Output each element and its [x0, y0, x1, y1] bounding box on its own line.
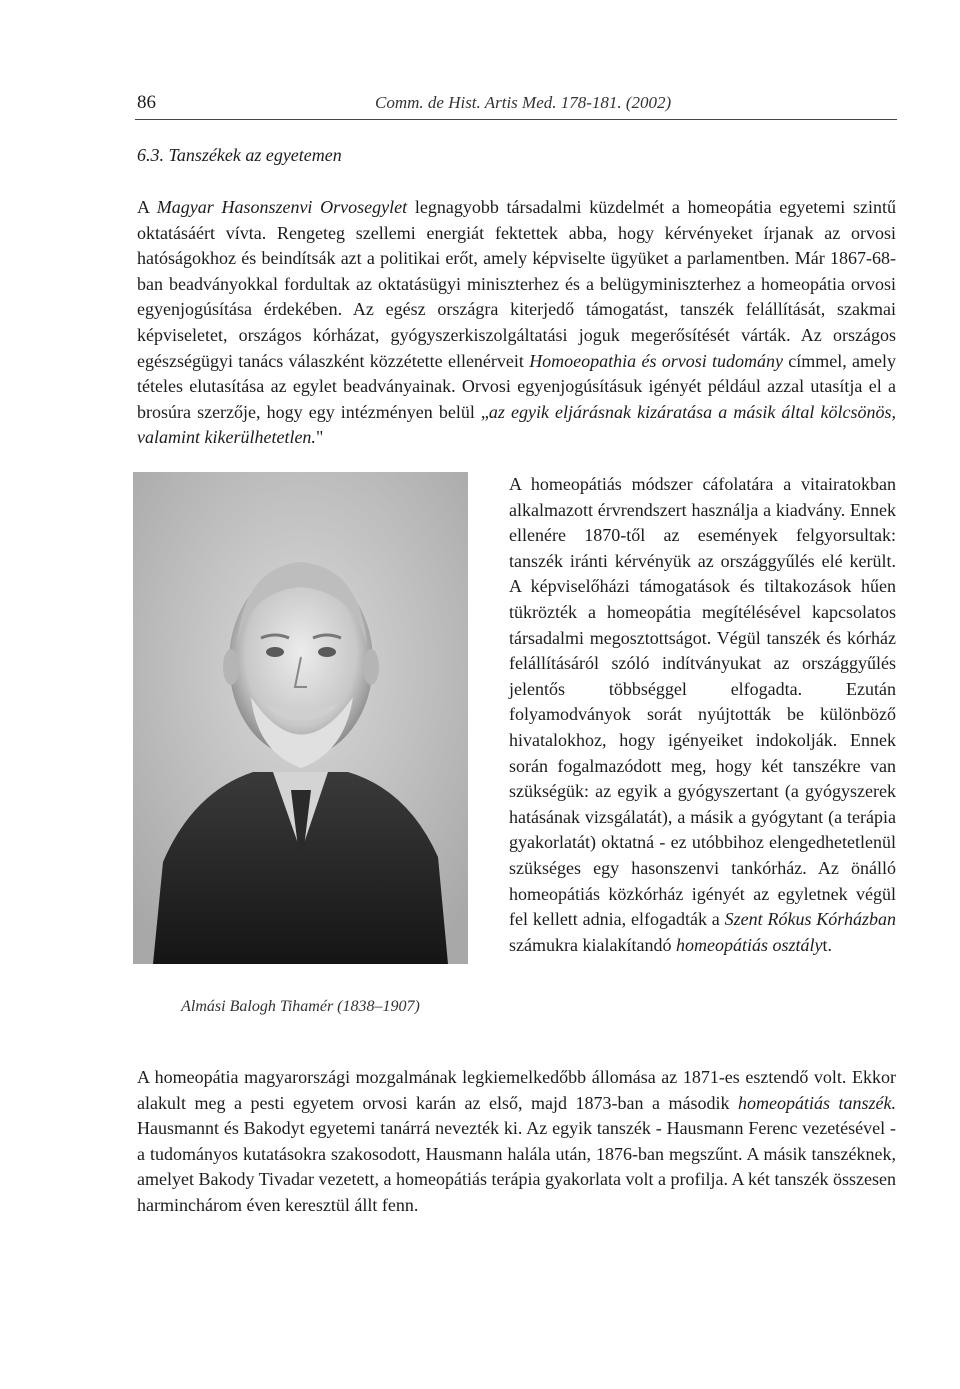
- italic-run: Szent Rókus Kórházban: [724, 909, 896, 930]
- text-run: A: [137, 197, 157, 217]
- section-title: 6.3. Tanszékek az egyetemen: [137, 145, 342, 165]
- paragraph-intro: [137, 195, 896, 451]
- column-paragraph: [509, 472, 896, 958]
- portrait-image: [133, 472, 468, 964]
- journal-citation: Comm. de Hist. Artis Med. 178-181. (2002): [375, 93, 672, 112]
- text-run: számukra kialakítandó: [509, 934, 676, 955]
- italic-run: homeopátiás tanszék.: [738, 1092, 896, 1113]
- text-run: címmel, amely tételes elutasítása az egylet beadványainak. Orvosi egyenjogúsításuk igényét például azzal utasítja el a brosúra szerzője, hogy egy intézményen belül „: [137, 350, 896, 422]
- text-run: Hausmannt és Bakodyt egyetemi tanárrá nevezték ki. Az egyik tanszék - Hausmann Ferenc vezetésével - a tudományos kutatásokra szakosodott, Hausmann halála után, 1876-ban megszűnt. A másik tanszéknek, amelyet Bakody Tivadar vezetett, a homeopátiás terápia gyakorlata volt a profilja. A két tanszék összesen harminchárom éven keresztül állt fenn.: [137, 1118, 896, 1215]
- text-run: ": [315, 427, 324, 448]
- text-run: A homeopátia magyarországi mozgalmának legkiemelkedőbb állomása az 1871-es esztendő volt. Ekkor alakult meg a pesti egyetem orvosi karán az első, majd 1873-ban a második: [137, 1067, 896, 1113]
- italic-run: homeopátiás osztály: [675, 934, 823, 955]
- page-number: 86: [137, 92, 156, 113]
- header-rule: [135, 119, 897, 120]
- text-run: legnagyobb társadalmi küzdelmét a homeopátia egyetemi szintű oktatásáért vívta. Rengeteg szellemi energiát fektettek abba, hogy kérvényeket írjanak az orvosi hatóságokhoz és beindítsák azt a politikai erőt, amely képviselte ügyüket a parlamentben. Már 1867-68-ban beadványokkal fordultak az oktatásügyi miniszterhez és a belügyminiszterhez a homeopátia orvosi egyenjogúsítása érdekében. Az egész országra kiterjedő támogatást, tanszék felállítását, szakmai képviseletet, országos kórházat, gyógyszerkiszolgáltatási joguk megerősítését várták. Az országos egészségügyi tanács válaszként közzétette ellenérveit: [137, 197, 896, 371]
- text-run: A homeopátiás módszer cáfolatára a vitairatokban alkalmazott érvrendszert használja a kiadvány. Ennek ellenére 1870-től az események felgyorsultak: tanszék iránti kérvényük az országgyűlés elé került. A képviselőházi támogatások és tiltakozások hűen tükrözték a homeopátia megítélésével kapcsolatos társadalmi megosztottságot. Végül tanszék és kórház felállításáról szóló indítványukat az országgyűlés jelentős többséggel elfogadta. Ezután folyamodványok sorát nyújtották be különböző hivatalokhoz, hogy igényeiket indokolják. Ennek során fogalmazódott meg, hogy két tanszékre van szükségük: az egyik a gyógyszertant (a gyógyszerek hatásának vizsgálatát), a másik a gyógytant (a terápia gyakorlatát) oktatná - ez utóbbihoz elengedhetetlenül szükséges egy hasonszenvi tankórház. Az önálló homeopátiás közkórház igényét az egyletnek végül fel kellett adnia, elfogadták a: [509, 474, 896, 930]
- paragraph-tanszek: [137, 1065, 896, 1219]
- text-run: t.: [822, 934, 832, 955]
- portrait-photo: [133, 472, 468, 964]
- page-header: [137, 92, 897, 120]
- italic-run: Homoeopathia és orvosi tudomány: [529, 350, 783, 371]
- quote-italic: az egyik eljárásnak kizáratása a másik által kölcsönös, valamint kikerülhetetlen.: [137, 401, 896, 448]
- italic-run: Magyar Hasonszenvi Orvosegylet: [156, 197, 408, 217]
- photo-caption: Almási Balogh Tihamér (1838–1907): [181, 998, 420, 1015]
